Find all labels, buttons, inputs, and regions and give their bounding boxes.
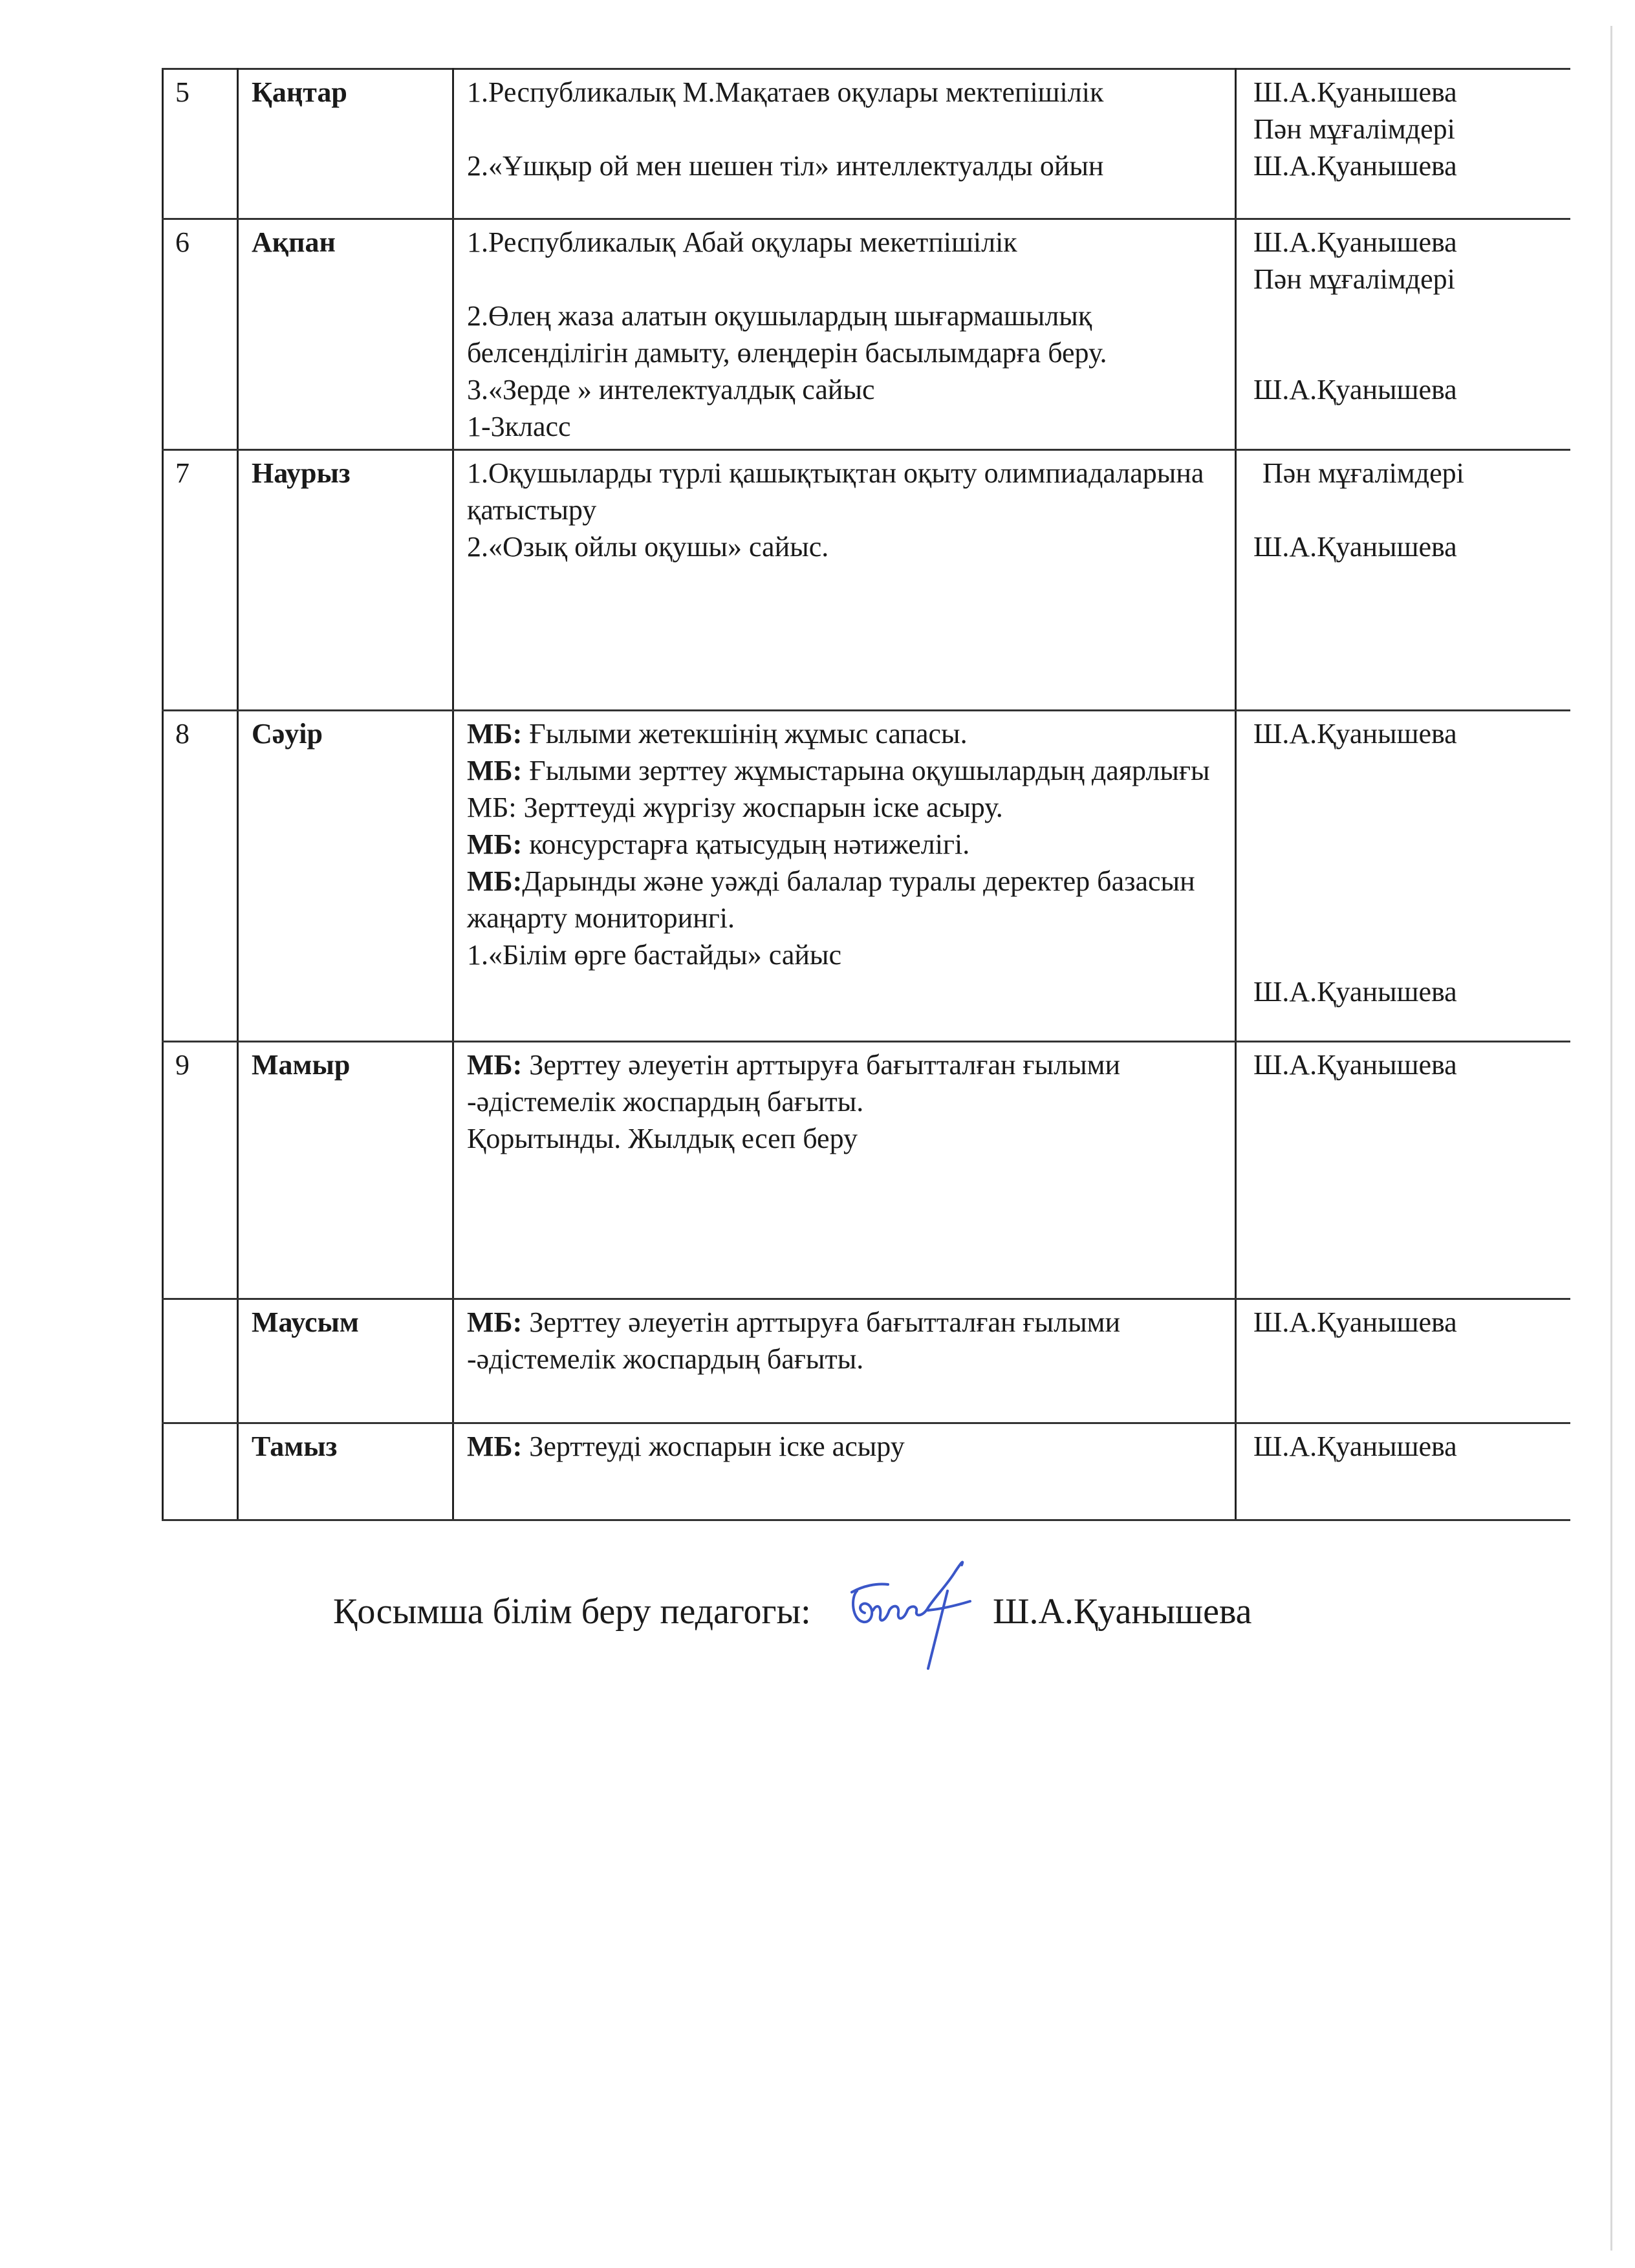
responsible-name: Ш.А.Қуанышева (1253, 226, 1457, 258)
signer-role: Қосымша білім беру педагогы: (333, 1592, 811, 1632)
activity-cell (453, 711, 1236, 1042)
responsible-name: Пән мұғалімдері (1253, 263, 1455, 295)
row-number: 5 (163, 69, 238, 219)
activity-item: МБ: Ғылыми жетекшінің жұмыс сапасы. (467, 718, 968, 750)
responsible-name: Ш.А.Қуанышева (1253, 976, 1457, 1008)
table-row (163, 1423, 1570, 1520)
month-cell: Сәуір (238, 711, 453, 1042)
activity-item: МБ:Дарынды және уәжді балалар туралы деректер базасын жаңарту мониторингі. (467, 865, 1195, 934)
activity-item: 1.Республикалық М.Мақатаев оқулары мектепішілік (467, 76, 1104, 108)
responsible-cell (1236, 1423, 1570, 1520)
activity-item: Қорытынды. Жылдық есеп беру (467, 1123, 858, 1154)
row-number: 8 (163, 711, 238, 1042)
responsible-name: Ш.А.Қуанышева (1253, 531, 1457, 563)
row-number: 9 (163, 1042, 238, 1299)
activity-item: МБ: Зерттеуді жоспарын іске асыру (467, 1431, 905, 1462)
table-row (163, 219, 1570, 450)
responsible-cell (1236, 711, 1570, 1042)
plan-table (162, 68, 1570, 1521)
table-row (163, 1042, 1570, 1299)
page-edge-right (1610, 26, 1612, 2251)
responsible-cell (1236, 69, 1570, 219)
row-number: 7 (163, 450, 238, 711)
signer-name: Ш.А.Қуанышева (993, 1592, 1252, 1632)
responsible-name: Ш.А.Қуанышева (1253, 76, 1457, 108)
responsible-name: Пән мұғалімдері (1253, 113, 1455, 145)
activity-item: МБ: Зерттеу әлеуетін арттыруға бағытталған ғылыми -әдістемелік жоспардың бағыты. (467, 1306, 1121, 1375)
responsible-name: Ш.А.Қуанышева (1253, 1306, 1457, 1338)
month-cell: Маусым (238, 1299, 453, 1423)
table-row (163, 711, 1570, 1042)
activity-item: МБ: Зерттеуді жүргізу жоспарын іске асыру. (467, 792, 1003, 823)
activity-item: 1.«Білім өрге бастайды» сайыс (467, 939, 841, 971)
month-cell: Ақпан (238, 219, 453, 450)
responsible-name: Ш.А.Қуанышева (1253, 1049, 1457, 1081)
row-number: 6 (163, 219, 238, 450)
row-number (163, 1299, 238, 1423)
responsible-name: Ш.А.Қуанышева (1253, 718, 1457, 750)
activity-item: 1.Республикалық Абай оқулары мекетпішілік (467, 226, 1017, 258)
activity-item: МБ: Ғылыми зерттеу жұмыстарына оқушылардың даярлығы (467, 755, 1210, 786)
activity-cell (453, 1423, 1236, 1520)
responsible-name: Ш.А.Қуанышева (1253, 150, 1457, 182)
responsible-name: Ш.А.Қуанышева (1253, 1431, 1457, 1462)
activity-item: МБ: Зерттеу әлеуетін арттыруға бағытталған ғылыми -әдістемелік жоспардың бағыты. (467, 1049, 1121, 1118)
handwritten-signature (838, 1546, 986, 1675)
activity-cell (453, 1299, 1236, 1423)
activity-cell (453, 219, 1236, 450)
activity-cell (453, 69, 1236, 219)
row-number (163, 1423, 238, 1520)
month-cell: Мамыр (238, 1042, 453, 1299)
activity-item: 1-3класс (467, 411, 571, 442)
responsible-cell (1236, 450, 1570, 711)
responsible-name: Пән мұғалімдері (1262, 457, 1464, 489)
activity-item: 2.«Ұшқыр ой мен шешен тіл» интеллектуалды ойын (467, 150, 1104, 182)
responsible-cell (1236, 219, 1570, 450)
activity-cell (453, 1042, 1236, 1299)
responsible-cell (1236, 1299, 1570, 1423)
month-cell: Тамыз (238, 1423, 453, 1520)
activity-item: 1.Оқушыларды түрлі қашықтықтан оқыту олимпиадаларына қатыстыру (467, 457, 1204, 526)
table-row (163, 1299, 1570, 1423)
activity-item: 2.«Озық ойлы оқушы» сайыс. (467, 531, 829, 563)
month-cell: Қаңтар (238, 69, 453, 219)
activity-item: 2.Өлең жаза алатын оқушылардың шығармашылық белсенділігін дамыту, өлеңдерін басылымдарға беру. (467, 300, 1107, 369)
activity-item: МБ: консурстарға қатысудың нәтижелігі. (467, 828, 970, 860)
responsible-name: Ш.А.Қуанышева (1253, 374, 1457, 405)
responsible-cell (1236, 1042, 1570, 1299)
activity-cell (453, 450, 1236, 711)
table-row (163, 69, 1570, 219)
activity-item: 3.«Зерде » интелектуалдық сайыс (467, 374, 875, 405)
table-row (163, 450, 1570, 711)
month-cell: Наурыз (238, 450, 453, 711)
